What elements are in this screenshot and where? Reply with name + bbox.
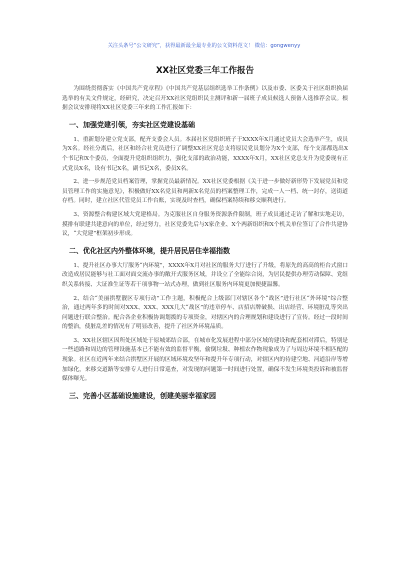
section-1-paragraph-3: 3、资源整合构建区域大党建格局。为克服社区自身服务资源条件限制，班子成员通过走访了解和实地走访，摸排有联建共建意向的单位，经过努力，社区党委先后与X家企业、X个两新组织和X个机关单位签订了合作共建协议，“大党建”框架初步形成。	[62, 211, 348, 238]
section-1-paragraph-1: 1、重新划分建立党支部，配齐支委会人员。本届社区党组织班子于XXXX年X月通过党员大会选举产生，成员为X名。经社分离后，社区和经合社党员进行了调整XX社区党总支将原民党员划分为X个支部，每个支部都选出X个书记和X个委员，全面提升党组织组织力，强化支部的政治功能，XXXX年X月，XX社区党总支升为党委现有正式党员X名，设有书记X名，副书记X名，委员X名。	[62, 136, 348, 172]
document-body	[62, 64, 348, 407]
section-2-paragraph-3: 3、XX社区辖区因所处区域处于原城郊结合部，在城市化发展进程中部分区域的建设和配套相对滞后，特别是一些道路和周边的管理设施基本已不能有效的监督平衡，偷倒垃圾、种植农作物现象成为了与周边环境不相匹配的现象。社区在近两年来结合拱墅区开展的区域环境攻坚年和提升年专项行动，对辖区内的待建空地、河道沿岸等增加绿化，来移交道路等安排专人进行日常巡查，对发现的问题第一时间进行处置，确保不发生环境类投诉和被监督媒体曝光。	[62, 337, 348, 383]
section-heading-2: 二、优化社区内外整体环境，提升居民居住幸福指数	[69, 246, 230, 255]
section-2-paragraph-1: 1、提升社区办事大厅服务“内环境”，XXXX年X月对社区的服务大厅进行了升级，将原先的高高的柜台式窗口改造成居民能够与社工面对面交流办事的敞开式服务区域，并设立了全能综合岗，为居民提供办理劳动保障、党组织关系转接、大证准生证等若干项事物一站式办理，做到社区服务内环境更加便捷温馨。	[62, 262, 348, 288]
header-notice: 关注头条号“公文研究”，获得最新最全最专业的公文资料范文！ 微信：gongwenyy	[107, 43, 301, 49]
section-2-paragraph-2: 2、结合“美丽拱墅靓区专项行动”工作主题，积极配合上级部门对辖区各个“战区”进行社区“外环境”综合整治，通过两年多的时间对XXX、XXX、XXX几大“战区”的违章停车、店招店牌破损、出店经营、环境脏乱等突出问题进行联合整治。配合各企业积极协调划拨的专项资金，对辖区内的合理规划和建设进行了宣传。经过一段时间的整治，使脏乱差的情况有了明显改善，提升了社区外环境品质。	[62, 295, 348, 331]
section-heading-1: 一、加强党建引领，夯实社区党建设基础	[69, 120, 195, 129]
section-heading-3: 三、完善小区基础设施建设，创建美丽幸福家园	[69, 391, 216, 400]
intro-paragraph: 为围绕贯彻落实《中国共产党章程》《中国共产党基层组织选举工作条例》以及市委、区委关于社区组织换届选举的有关文件规定，经研究，决定召开XX社区党组织民主测评和新一届班子成员候选人预备人选推荐会议。根据会议安排现将XX社区党委三年来的工作汇报如下：	[62, 86, 348, 112]
section-1-paragraph-2: 2、进一步规范党员档案管理，掌握党员最新情况。XX社区党委根据《关于进一步做好新形势下发展党员和党员管理工作的实施意见》，积极做好XX名党员和两新X名党员的档案整理工作，完成一人一档、统一封存，送街道存档。同时，建立社区代管党员工作台账，实现及时查档，确保档案特续和移交顺利进行。	[62, 179, 348, 205]
document-title: XX社区党委三年工作报告	[155, 66, 255, 76]
